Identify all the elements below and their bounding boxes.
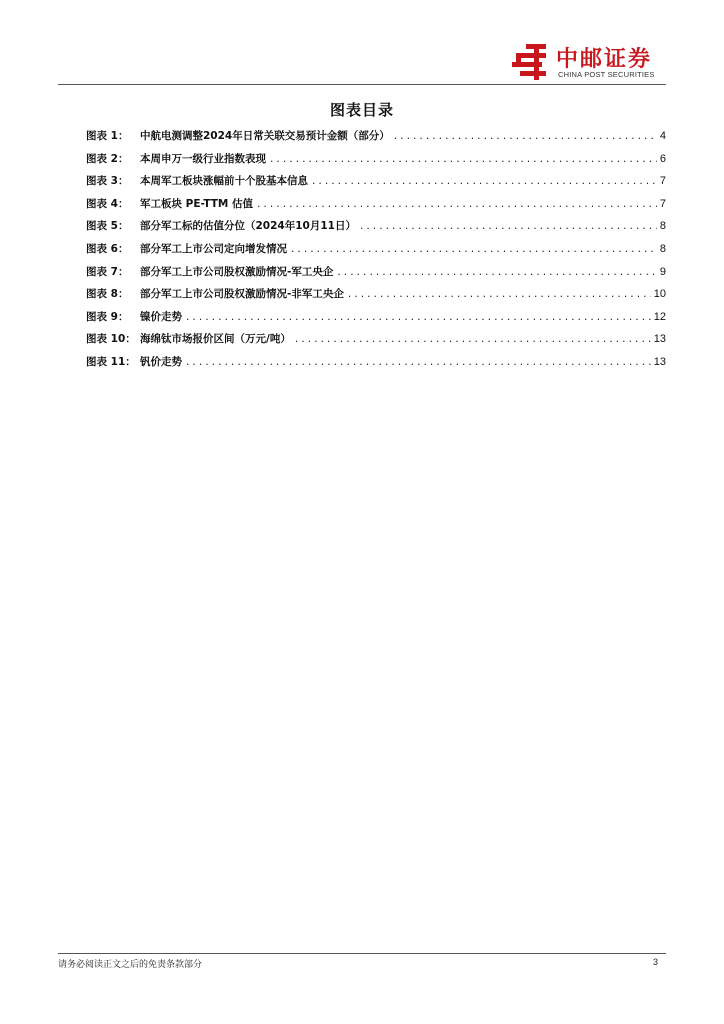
toc-entry-label: 图表 8：	[86, 288, 129, 301]
toc-entry-title: 钒价走势	[140, 355, 182, 368]
toc-entry-page: 13	[653, 333, 666, 346]
toc-entry-title: 海绵钛市场报价区间（万元/吨）	[140, 333, 291, 346]
toc-dot-leader	[269, 155, 657, 165]
toc-entry[interactable]	[86, 264, 666, 287]
toc-entry[interactable]	[86, 354, 666, 377]
header-divider	[58, 84, 666, 85]
toc-entry-page: 7	[659, 175, 666, 188]
toc-entry-page: 12	[653, 310, 666, 323]
toc-entry[interactable]	[86, 218, 666, 241]
toc-dot-leader	[256, 200, 657, 210]
toc-entry-title: 本周军工板块涨幅前十个股基本信息	[140, 175, 308, 188]
toc-entry-label: 图表 10：	[86, 333, 136, 346]
company-logo	[512, 44, 672, 82]
toc-entry-title: 部分军工标的估值分位（2024年10月11日）	[140, 220, 356, 233]
toc-entry[interactable]	[86, 331, 666, 354]
toc-entry-title: 部分军工上市公司股权激励情况-非军工央企	[140, 288, 344, 301]
toc-dot-leader	[311, 177, 657, 187]
toc-dot-leader	[185, 358, 651, 368]
toc-entry[interactable]	[86, 173, 666, 196]
toc-dot-leader	[347, 290, 651, 300]
toc-entry-title: 本周申万一级行业指数表现	[140, 152, 266, 165]
toc-entry-page: 6	[659, 152, 666, 165]
footer-divider	[58, 953, 666, 954]
toc-entry[interactable]	[86, 196, 666, 219]
toc-dot-leader	[294, 335, 651, 345]
toc-entry[interactable]	[86, 241, 666, 264]
toc-entry-label: 图表 5：	[86, 220, 129, 233]
toc-entry[interactable]	[86, 128, 666, 151]
toc-entry[interactable]	[86, 286, 666, 309]
toc-entry-title: 军工板块 PE-TTM 估值	[140, 197, 254, 210]
toc-dot-leader	[185, 313, 651, 323]
toc-entry-page: 4	[659, 130, 666, 142]
toc-dot-leader	[336, 268, 657, 278]
toc-entry-page: 9	[659, 265, 666, 278]
toc-entry-page: 10	[653, 288, 666, 301]
toc-entry[interactable]	[86, 309, 666, 332]
toc-entry-title: 镍价走势	[140, 310, 182, 323]
toc-entry-label: 图表 11：	[86, 355, 136, 368]
toc-entry-page: 7	[659, 197, 666, 210]
toc-entry-label: 图表 9：	[86, 310, 129, 323]
toc-entry-label: 图表 6：	[86, 242, 129, 255]
logo-chinese-text: 中邮证券	[556, 47, 653, 72]
toc-entry-label: 图表 7：	[86, 265, 129, 278]
toc-title: 图表目录	[329, 101, 394, 119]
toc-entry-label: 图表 3：	[86, 175, 129, 188]
disclaimer-note: 请务必阅读正文之后的免责条款部分	[58, 960, 203, 970]
logo-english-text: CHINA POST SECURITIES	[558, 70, 655, 79]
toc-dot-leader	[359, 222, 657, 232]
toc-entry-page: 8	[659, 220, 666, 233]
toc-entry-page: 8	[659, 242, 666, 255]
toc-entry-label: 图表 2：	[86, 152, 129, 165]
toc-entry-title: 部分军工上市公司定向增发情况	[140, 242, 287, 255]
toc-entry-label: 图表 1：	[86, 130, 129, 142]
toc-entry[interactable]	[86, 151, 666, 174]
toc-entry-page: 13	[653, 355, 666, 368]
toc-entry-title: 中航电测调整2024年日常关联交易预计金额（部分）	[140, 130, 390, 142]
toc-list	[86, 128, 666, 377]
toc-dot-leader	[290, 245, 657, 255]
toc-dot-leader	[393, 132, 657, 142]
page-number: 3	[652, 957, 658, 967]
toc-entry-label: 图表 4：	[86, 197, 129, 210]
china-post-logo-icon	[512, 44, 550, 80]
toc-entry-title: 部分军工上市公司股权激励情况-军工央企	[140, 265, 334, 278]
